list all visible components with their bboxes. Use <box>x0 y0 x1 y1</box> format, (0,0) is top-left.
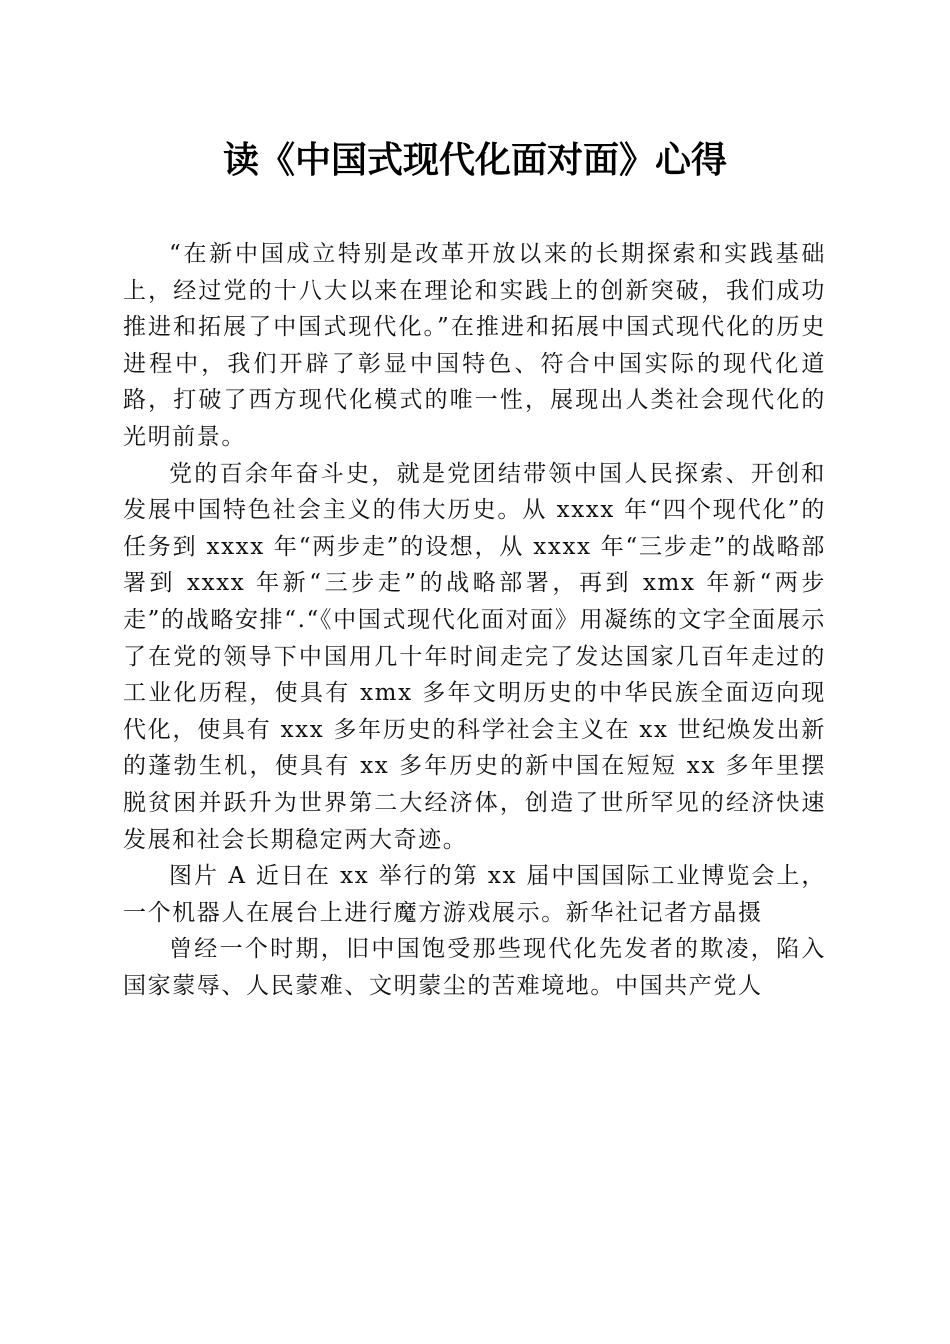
document-body <box>123 236 826 1004</box>
paragraph-4: 曾经一个时期，旧中国饱受那些现代化先发者的欺凌，陷入国家蒙辱、人民蒙难、文明蒙尘的苦难境地。中国共产党人 <box>123 936 826 999</box>
paragraph-1: “在新中国成立特别是改革开放以来的长期探索和实践基础上，经过党的十八大以来在理论和实践上的创新突破，我们成功推进和拓展了中国式现代化。”在推进和拓展中国式现代化的历史进程中，我们开辟了彰显中国特色、符合中国实际的现代化道路，打破了西方现代化模式的唯一性，展现出人类社会现代化的光明前景。 <box>123 241 826 450</box>
paragraph-2: 党的百余年奋斗史，就是党团结带领中国人民探索、开创和发展中国特色社会主义的伟大历史。从 xxxx 年“四个现代化”的任务到 xxxx 年“两步走”的设想，从 xxxx 年“三步走”的战略部署到 xxxx 年新“三步走”的战略部署，再到 xmx 年新“两步走”的战略安排“.“《中国式现代化面对面》用凝练的文字全面展示了在党的领导下中国用几十年时间走完了发达国家几百年走过的工业化历程，使具有 xmx 多年文明历史的中华民族全面迈向现代化，使具有 xxx 多年历史的科学社会主义在 xx 世纪焕发出新的蓬勃生机，使具有 xx 多年历史的新中国在短短 xx 多年里摆脱贫困并跃升为世界第二大经济体，创造了世所罕见的经济快速发展和社会长期稳定两大奇迹。 <box>123 460 826 853</box>
document-title: 读《中国式现代化面对面》心得 <box>222 139 727 181</box>
paragraph-3-photo-caption: 图片 A 近日在 xx 举行的第 xx 届中国国际工业博览会上，一个机器人在展台上进行魔方游戏展示。新华社记者方晶摄 <box>123 863 826 926</box>
